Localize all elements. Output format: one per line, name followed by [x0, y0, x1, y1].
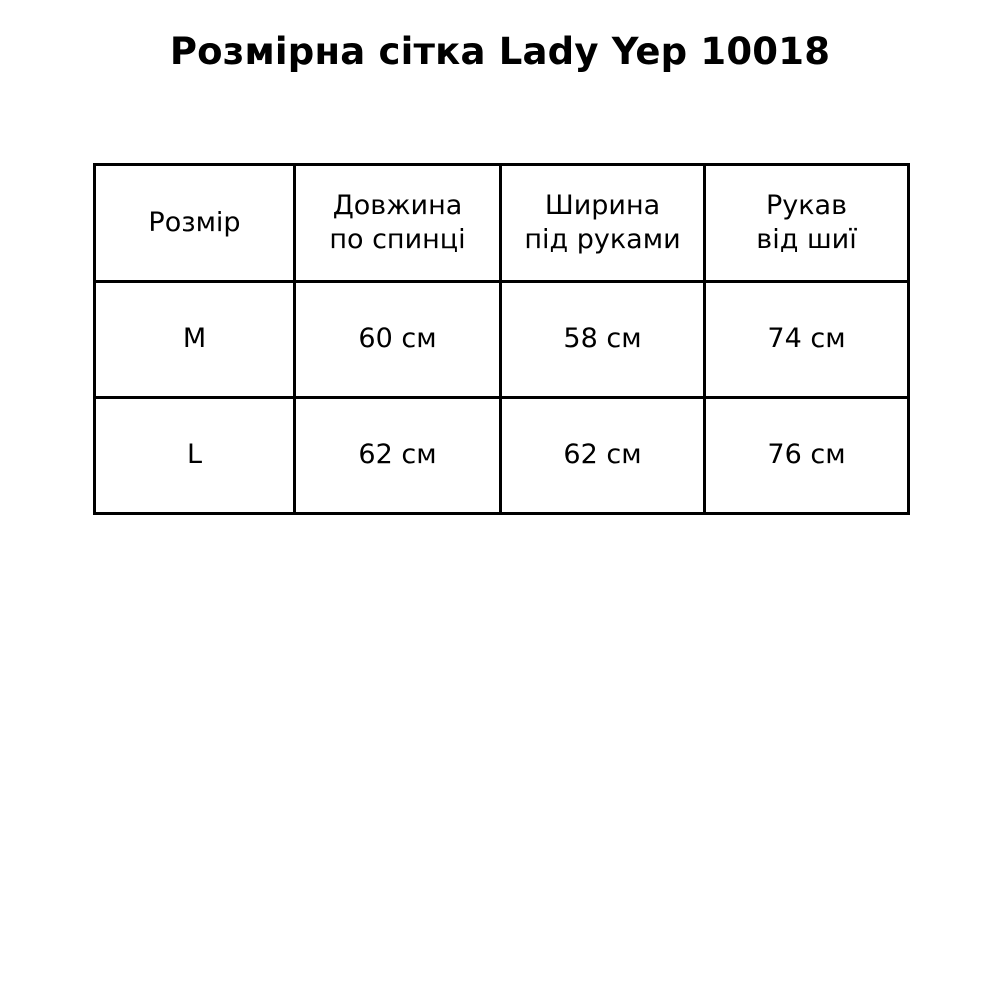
- column-header-length-line1: Довжина: [332, 189, 463, 221]
- table-body: [95, 282, 909, 514]
- cell-sleeve: 74 см: [705, 282, 909, 398]
- table-header-row: [95, 165, 909, 282]
- column-header-sleeve-line1: Рукав: [765, 189, 848, 221]
- column-header-size: [95, 165, 295, 282]
- column-header-length: [295, 165, 501, 282]
- page-title: Розмірна сітка Lady Yep 10018: [169, 30, 831, 73]
- column-header-width-line1: Ширина: [544, 189, 661, 221]
- cell-size: L: [95, 398, 295, 514]
- column-header-width: [501, 165, 705, 282]
- size-chart-table: [93, 163, 910, 515]
- cell-width: 58 см: [501, 282, 705, 398]
- table-row: [95, 398, 909, 514]
- column-header-length-line2: по спинці: [329, 224, 466, 255]
- column-header-size-line1: Розмір: [148, 206, 241, 238]
- table-row: [95, 282, 909, 398]
- column-header-width-line2: під руками: [524, 224, 681, 255]
- cell-width: 62 см: [501, 398, 705, 514]
- cell-length: 62 см: [295, 398, 501, 514]
- column-header-sleeve: [705, 165, 909, 282]
- column-header-sleeve-line2: від шиї: [756, 224, 857, 255]
- cell-size: M: [95, 282, 295, 398]
- cell-sleeve: 76 см: [705, 398, 909, 514]
- table-header: [95, 165, 909, 282]
- cell-length: 60 см: [295, 282, 501, 398]
